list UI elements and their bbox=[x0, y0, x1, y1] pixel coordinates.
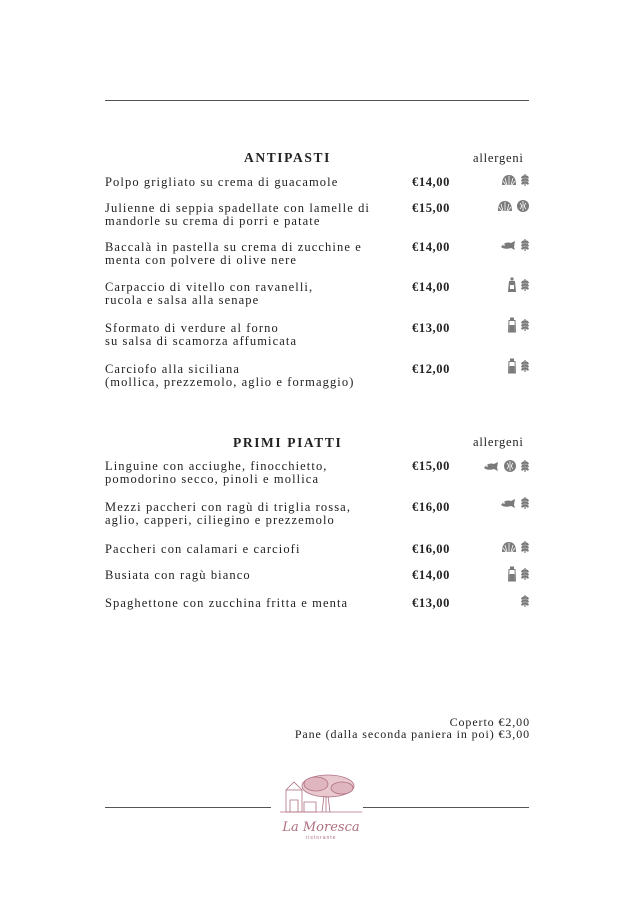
restaurant-logo bbox=[276, 770, 366, 845]
allergen-icons bbox=[499, 496, 530, 510]
wheat-icon bbox=[520, 278, 530, 292]
item-price: €14,00 bbox=[412, 568, 450, 582]
item-name: Spaghettone con zucchina fritta e menta bbox=[105, 596, 349, 610]
item-price: €16,00 bbox=[412, 542, 450, 556]
fish-icon bbox=[482, 459, 500, 473]
fish-icon bbox=[499, 238, 517, 252]
logo-subtitle: ristorante bbox=[305, 835, 337, 841]
pane-price: Pane (dalla seconda paniera in poi) €3,00 bbox=[294, 727, 530, 741]
allergen-icons bbox=[499, 238, 530, 252]
item-price: €12,00 bbox=[412, 362, 450, 376]
top-rule bbox=[105, 100, 529, 101]
allergen-icons bbox=[507, 317, 530, 333]
nut-icon bbox=[516, 199, 530, 213]
bottom-rule-right bbox=[363, 807, 529, 808]
allergen-icons bbox=[507, 566, 530, 582]
item-name: Carpaccio di vitello con ravanelli, rucola e salsa alla senape bbox=[105, 280, 314, 307]
item-name: Mezzi paccheri con ragù di triglia rossa, aglio, capperi, ciliegino e prezzemolo bbox=[105, 500, 352, 527]
fish-icon bbox=[499, 496, 517, 510]
item-price: €13,00 bbox=[412, 321, 450, 335]
milk-icon bbox=[507, 317, 517, 333]
allergen-icons bbox=[501, 540, 530, 554]
item-price: €15,00 bbox=[412, 201, 450, 215]
allergen-heading: allergeni bbox=[473, 151, 524, 165]
item-price: €15,00 bbox=[412, 459, 450, 473]
wheat-icon bbox=[520, 459, 530, 473]
item-name: Polpo grigliato su crema di guacamole bbox=[105, 175, 339, 189]
wheat-icon bbox=[520, 238, 530, 252]
item-price: €16,00 bbox=[412, 500, 450, 514]
allergen-icons bbox=[507, 358, 530, 374]
wheat-icon bbox=[520, 567, 530, 581]
allergen-icons bbox=[497, 199, 530, 213]
item-name: Baccalà in pastella su crema di zucchine e menta con polvere di olive nere bbox=[105, 240, 362, 267]
item-name: Paccheri con calamari e carciofi bbox=[105, 542, 301, 556]
allergen-icons bbox=[507, 277, 530, 293]
allergen-icons bbox=[501, 173, 530, 187]
allergen-icons bbox=[520, 594, 530, 608]
section-title-primi-piatti: PRIMI PIATTI bbox=[233, 435, 343, 450]
item-name: Julienne di seppia spadellate con lamelle di mandorle su crema di porri e patate bbox=[105, 201, 370, 228]
shell-icon bbox=[501, 540, 517, 554]
item-price: €14,00 bbox=[412, 280, 450, 294]
milk-icon bbox=[507, 358, 517, 374]
milk-icon bbox=[507, 566, 517, 582]
item-name: Sformato di verdure al forno su salsa di scamorza affumicata bbox=[105, 321, 298, 348]
section-title-antipasti: ANTIPASTI bbox=[244, 150, 331, 165]
wheat-icon bbox=[520, 318, 530, 332]
allergen-icons bbox=[482, 459, 530, 473]
item-price: €13,00 bbox=[412, 596, 450, 610]
wheat-icon bbox=[520, 540, 530, 554]
wheat-icon bbox=[520, 496, 530, 510]
item-name: Linguine con acciughe, finocchietto, pomodorino secco, pinoli e mollica bbox=[105, 459, 328, 486]
wheat-icon bbox=[520, 359, 530, 373]
item-name: Busiata con ragù bianco bbox=[105, 568, 251, 582]
wheat-icon bbox=[520, 594, 530, 608]
item-price: €14,00 bbox=[412, 240, 450, 254]
shell-icon bbox=[497, 199, 513, 213]
mustard-icon bbox=[507, 277, 517, 293]
item-name: Carciofo alla siciliana (mollica, prezzemolo, aglio e formaggio) bbox=[105, 362, 355, 389]
coperto-price: Coperto €2,00 bbox=[449, 715, 530, 729]
wheat-icon bbox=[520, 173, 530, 187]
nut-icon bbox=[503, 459, 517, 473]
item-price: €14,00 bbox=[412, 175, 450, 189]
bottom-rule-left bbox=[105, 807, 271, 808]
logo-name: La Moresca bbox=[282, 820, 360, 835]
allergen-heading: allergeni bbox=[473, 435, 524, 449]
shell-icon bbox=[501, 173, 517, 187]
